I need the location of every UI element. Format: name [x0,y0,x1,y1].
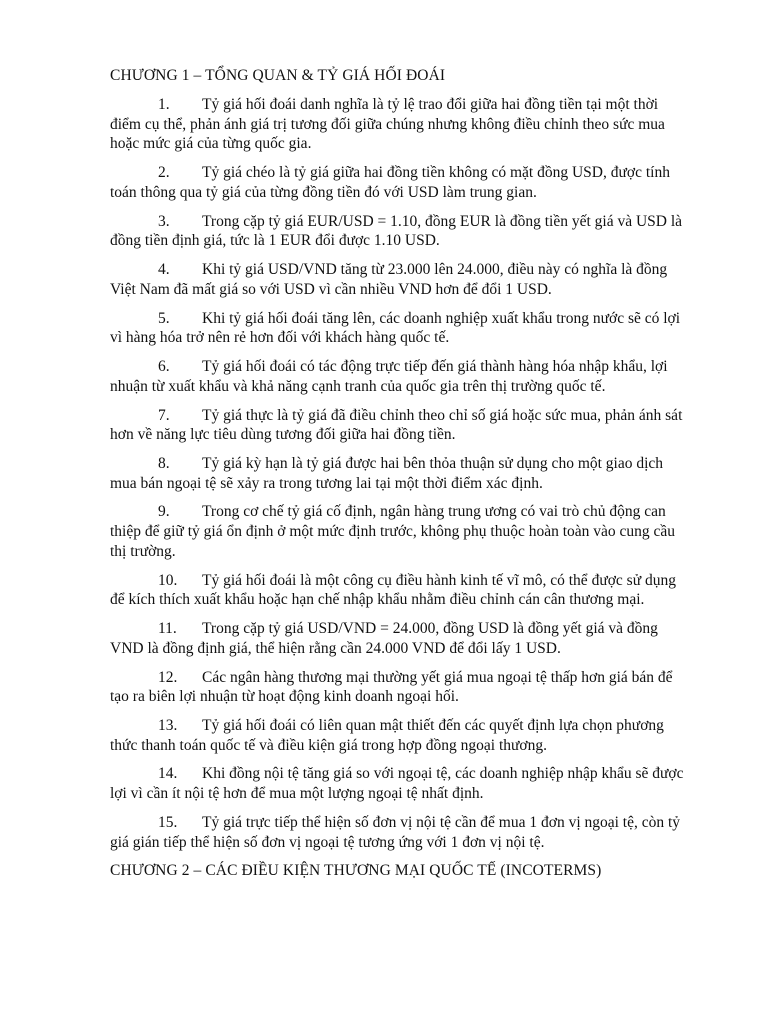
list-item [110,309,692,348]
item-number: 7. [158,406,170,424]
item-text: Các ngân hàng thương mại thường yết giá mua ngoại tệ thấp hơn giá bán để tạo ra biên lợi nhuận từ hoạt động kinh doanh ngoại hối. [110,668,673,706]
item-text: Khi tỷ giá USD/VND tăng từ 23.000 lên 24.000, điều này có nghĩa là đồng Việt Nam đã mất giá so với USD vì cần nhiều VND hơn để đổi 1 USD. [110,261,668,298]
list-item [110,95,692,154]
item-text: Trong cặp tỷ giá USD/VND = 24.000, đồng USD là đồng yết giá và đồng VND là đồng định giá, thể hiện rằng cần 24.000 VND để đổi lấy 1 USD. [110,620,658,657]
item-text: Tỷ giá kỳ hạn là tỷ giá được hai bên thỏa thuận sử dụng cho một giao dịch mua bán ngoại tệ sẽ xảy ra trong tương lai tại một thời điểm xác định. [110,454,664,492]
item-text: Khi đồng nội tệ tăng giá so với ngoại tệ, các doanh nghiệp nhập khẩu sẽ được lợi vì cần ít nội tệ hơn để mua một lượng ngoại tệ nhất định. [110,765,684,803]
list-item [110,716,692,755]
item-number: 14. [158,765,178,783]
item-number: 12. [158,668,178,686]
item-number: 13. [158,717,178,734]
item-number: 10. [158,571,178,589]
item-number: 4. [158,261,170,279]
item-text: Tỷ giá thực là tỷ giá đã điều chỉnh theo chỉ số giá hoặc sức mua, phản ánh sát hơn về năng lực tiêu dùng tương đối giữa hai đồng tiền. [110,406,683,444]
chapter-1-heading: CHƯƠNG 1 – TỔNG QUAN & TỶ GIÁ HỐI ĐOÁI [110,67,446,84]
item-number: 2. [158,164,170,182]
item-number: 15. [158,813,178,831]
list-item [110,357,692,396]
item-text: Tỷ giá hối đoái danh nghĩa là tỷ lệ trao đổi giữa hai đồng tiền tại một thời điểm cụ thể, phản ánh giá trị tương đối giữa chúng nhưng không điều chỉnh theo sức mua hoặc mức giá của từng quốc gia. [110,96,665,153]
item-number: 8. [158,454,170,472]
item-number: 11. [158,620,177,638]
item-text: Khi tỷ giá hối đoái tăng lên, các doanh nghiệp xuất khẩu trong nước sẽ có lợi vì hàng hóa trở nên rẻ hơn đối với khách hàng quốc tế. [110,309,681,347]
list-item [110,454,692,493]
document-page [110,66,692,890]
item-number: 9. [158,503,170,521]
list-item [110,502,692,561]
list-item [110,406,692,445]
list-item [110,668,692,707]
list-item [110,163,692,202]
list-item [110,260,692,299]
chapter-2-heading: CHƯƠNG 2 – CÁC ĐIỀU KIỆN THƯƠNG MẠI QUỐC TẾ (INCOTERMS) [110,862,602,880]
list-item [110,212,692,251]
item-number: 6. [158,358,170,376]
item-text: Tỷ giá hối đoái có liên quan mật thiết đến các quyết định lựa chọn phương thức thanh toán quốc tế và điều kiện giá trong hợp đồng ngoại thương. [110,717,664,754]
item-text: Tỷ giá hối đoái là một công cụ điều hành kinh tế vĩ mô, có thể được sử dụng để kích thích xuất khẩu hoặc hạn chế nhập khẩu nhằm điều chỉnh cán cân thương mại. [110,571,676,609]
item-text: Tỷ giá hối đoái có tác động trực tiếp đến giá thành hàng hóa nhập khẩu, lợi nhuận từ xuất khẩu và khả năng cạnh tranh của quốc gia trên thị trường quốc tế. [110,358,668,395]
item-text: Tỷ giá trực tiếp thể hiện số đơn vị nội tệ cần để mua 1 đơn vị ngoại tệ, còn tỷ giá gián tiếp thể hiện số đơn vị ngoại tệ tương ứng với 1 đơn vị nội tệ. [110,813,681,851]
item-text: Tỷ giá chéo là tỷ giá giữa hai đồng tiền không có mặt đồng USD, được tính toán thông qua tỷ giá của từng đồng tiền đó với USD làm trung gian. [110,164,670,201]
list-item [110,619,692,658]
item-number: 5. [158,309,170,327]
item-number: 1. [158,96,170,113]
item-text: Trong cặp tỷ giá EUR/USD = 1.10, đồng EUR là đồng tiền yết giá và USD là đồng tiền định giá, tức là 1 EUR đổi được 1.10 USD. [110,212,683,250]
item-number: 3. [158,212,170,230]
list-item [110,764,692,803]
item-text: Trong cơ chế tỷ giá cố định, ngân hàng trung ương có vai trò chủ động can thiệp để giữ tỷ giá ổn định ở một mức định trước, không phụ thuộc hoàn toàn vào cung cầu thị trường. [110,503,676,560]
list-item [110,813,692,852]
list-item [110,571,692,610]
